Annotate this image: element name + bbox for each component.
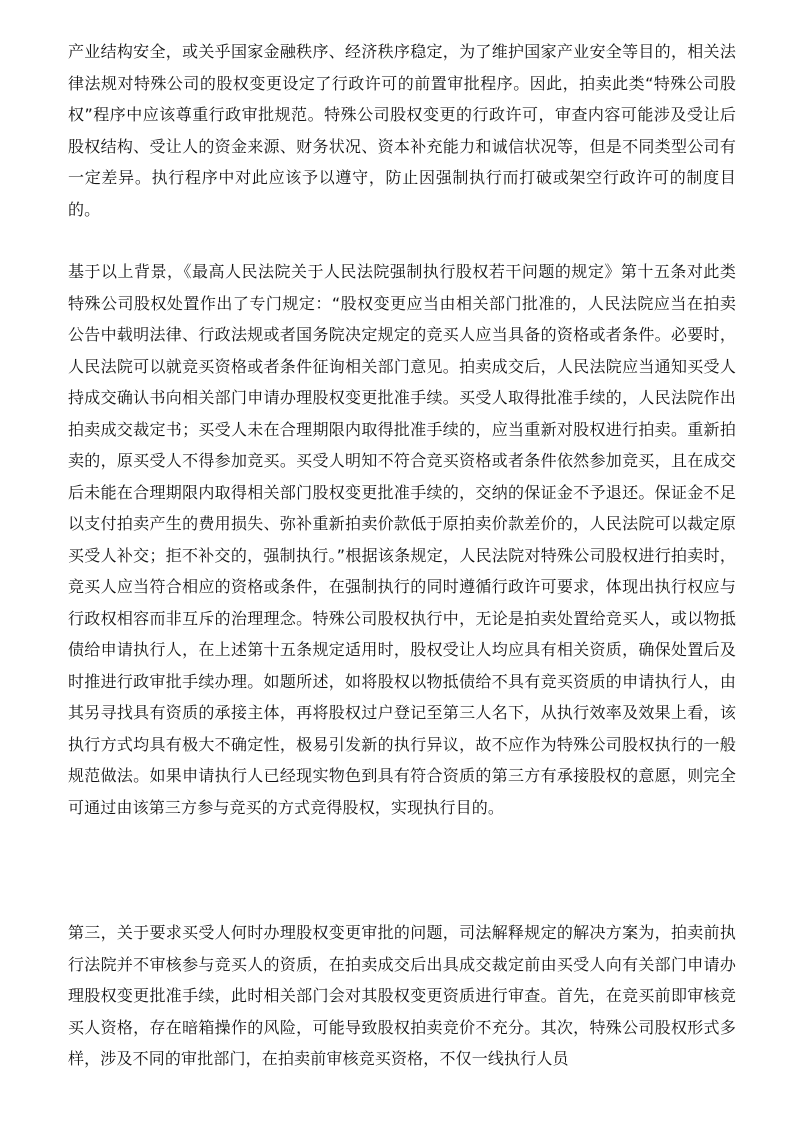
body-paragraph-2: 基于以上背景，《最高人民法院关于人民法院强制执行股权若干问题的规定》第十五条对此类特殊公司股权处置作出了专门规定：“股权变更应当由相关部门批准的，人民法院应当在拍卖公告中载明法律、行政法规或者国务院决定规定的竞买人应当具备的资格或者条件。必要时，人民法院可以就竞买资格或者条件征询相关部门意见。拍卖成交后，人民法院应当通知买受人持成交确认书向相关部门申请办理股权变更批准手续。买受人取得批准手续的，人民法院作出拍卖成交裁定书；买受人未在合理期限内取得批准手续的，应当重新对股权进行拍卖。重新拍卖的，原买受人不得参加竞买。买受人明知不符合竞买资格或者条件依然参加竞买，且在成交后未能在合理期限内取得相关部门股权变更批准手续的，交纳的保证金不予退还。保证金不足以支付拍卖产生的费用损失、弥补重新拍卖价款低于原拍卖价款差价的，人民法院可以裁定原买受人补交；拒不补交的，强制执行。”根据该条规定，人民法院对特殊公司股权进行拍卖时，竞买人应当符合相应的资格或条件，在强制执行的同时遵循行政许可要求，体现出执行权应与行政权相容而非互斥的治理理念。特殊公司股权执行中，无论是拍卖处置给竞买人，或以物抵债给申请执行人，在上述第十五条规定适用时，股权受让人均应具有相关资质，确保处置后及时推进行政审批手续办理。如题所述，如将股权以物抵债给不具有竞买资质的申请执行人，由其另寻找具有资质的承接主体，再将股权过户登记至第三人名下，从执行效率及效果上看，该执行方式均具有极大不确定性，极易引发新的执行异议，故不应作为特殊公司股权执行的一般规范做法。如果申请执行人已经现实物色到具有符合资质的第三方有承接股权的意愿，则完全可通过由该第三方参与竞买的方式竞得股权，实现执行目的。: [68, 262, 736, 817]
document-page: [68, 36, 736, 1106]
body-paragraph-3: 第三，关于要求买受人何时办理股权变更审批的问题，司法解释规定的解决方案为，拍卖前执行法院并不审核参与竞买人的资质，在拍卖成交后出具成交裁定前由买受人向有关部门申请办理股权变更批准手续，此时相关部门会对其股权变更资质进行审查。首先，在竞买前即审核竞买人资格，存在暗箱操作的风险，可能导致股权拍卖竞价不充分。其次，特殊公司股权形式多样，涉及不同的审批部门，在拍卖前审核竞买资格，不仅一线执行人员: [68, 923, 736, 1068]
body-paragraph-1: 产业结构安全，或关乎国家金融秩序、经济秩序稳定，为了维护国家产业安全等目的，相关法律法规对特殊公司的股权变更设定了行政许可的前置审批程序。因此，拍卖此类“特殊公司股权”程序中应该尊重行政审批规范。特殊公司股权变更的行政许可，审查内容可能涉及受让后股权结构、受让人的资金来源、财务状况、资本补充能力和诚信状况等，但是不同类型公司有一定差异。执行程序中对此应该予以遵守，防止因强制执行而打破或架空行政许可的制度目的。: [68, 42, 736, 219]
